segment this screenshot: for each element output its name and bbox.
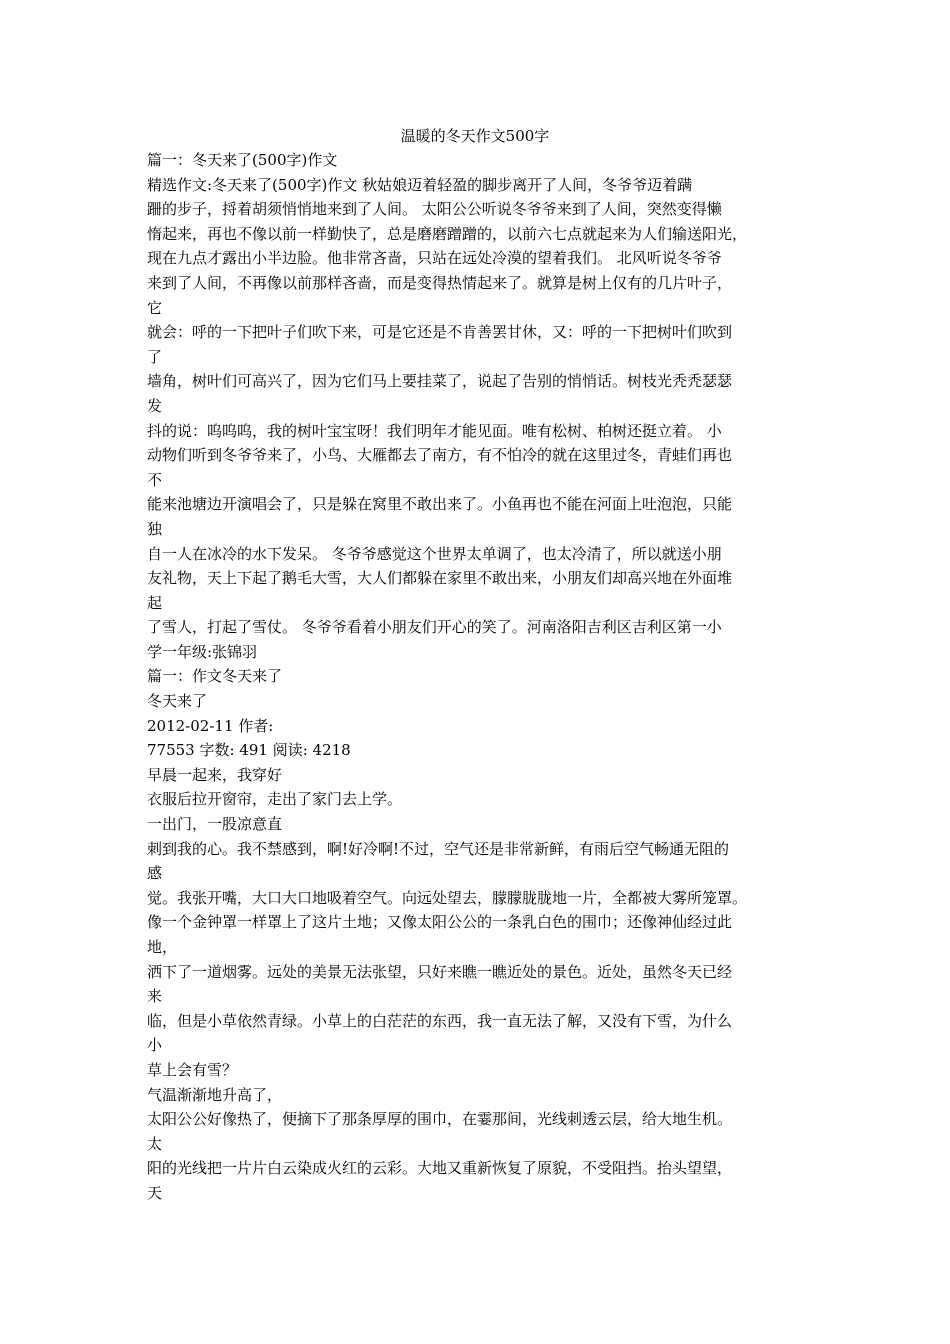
text-line: 太 xyxy=(147,1134,163,1153)
text-line: 天 xyxy=(147,1183,163,1202)
text-line: 能来池塘边开演唱会了，只是躲在窝里不敢出来了。小鱼再也不能在河面上吐泡泡，只能 xyxy=(147,495,733,514)
text-line: 地， xyxy=(147,938,178,956)
text-line: 跚的步子，捋着胡须悄悄地来到了人间。 太阳公公听说冬爷爷来到了人间，突然变得懒 xyxy=(147,200,722,219)
text-line: 现在九点才露出小半边脸。他非常吝啬，只站在远处冷漠的望着我们。 北风听说冬爷爷 xyxy=(147,249,722,268)
text-line: 像一个金钟罩一样罩上了这片土地；又像太阳公公的一条乳白色的围巾；还像神仙经过此 xyxy=(147,913,733,932)
text-line: 篇一：冬天来了(500字)作文 xyxy=(147,151,338,169)
text-line: 学一年级:张锦羽 xyxy=(147,642,258,661)
text-line: 就会：呼的一下把叶子们吹下来，可是它还是不肯善罢甘休，又：呼的一下把树叶们吹到 xyxy=(147,323,733,342)
text-line: 独 xyxy=(147,519,163,538)
text-line: 感 xyxy=(147,864,163,883)
text-line: 了雪人，打起了雪仗。 冬爷爷看着小朋友们开心的笑了。河南洛阳吉利区吉利区第一小 xyxy=(147,618,722,637)
document-body xyxy=(147,148,817,1206)
text-line: 来 xyxy=(147,987,163,1006)
text-line: 友礼物，天上下起了鹅毛大雪，大人们都躲在家里不敢出来，小朋友们却高兴地在外面堆 xyxy=(147,569,733,588)
text-line: 精选作文:冬天来了(500字)作文 秋姑娘迈着轻盈的脚步离开了人间，冬爷爷迈着蹒 xyxy=(147,175,693,194)
document-title: 温暖的冬天作文500字 xyxy=(400,127,550,145)
text-line: 发 xyxy=(147,396,163,415)
text-line: 临，但是小草依然青绿。小草上的白茫茫的东西，我一直无法了解，又没有下雪，为什么 xyxy=(147,1011,733,1030)
text-line: 动物们听到冬爷爷来了，小鸟、大雁都去了南方，有不怕冷的就在这里过冬，青蛙们再也 xyxy=(147,446,733,465)
text-line: 77553 字数: 491 阅读: 4218 xyxy=(147,741,351,760)
text-line: 草上会有雪？ xyxy=(147,1060,238,1079)
text-line: 惰起来，再也不像以前一样勤快了，总是磨磨蹭蹭的，以前六七点就起来为人们输送阳光， xyxy=(147,224,748,243)
text-line: 2012-02-11 作者: xyxy=(147,716,274,735)
text-line: 不 xyxy=(147,470,163,489)
text-line: 一出门，一股凉意直 xyxy=(147,815,283,834)
text-line: 洒下了一道烟雾。远处的美景无法张望，只好来瞧一瞧近处的景色。近处，虽然冬天已经 xyxy=(147,962,733,981)
text-line: 来到了人间，不再像以前那样吝啬，而是变得热情起来了。就算是树上仅有的几片叶子， xyxy=(147,273,733,292)
text-line: 墙角，树叶们可高兴了，因为它们马上要挂菜了，说起了告别的悄悄话。树枝光秃秃瑟瑟 xyxy=(147,372,733,391)
text-line: 起 xyxy=(147,593,163,612)
text-line: 冬天来了 xyxy=(147,692,208,711)
text-line: 气温渐渐地升高了， xyxy=(147,1085,283,1104)
text-line: 篇一：作文冬天来了 xyxy=(147,667,283,686)
text-line: 阳的光线把一片片白云染成火红的云彩。大地又重新恢复了原貌，不受阻挡。抬头望望， xyxy=(147,1159,733,1178)
text-line: 太阳公公好像热了，便摘下了那条厚厚的围巾，在霎那间，光线刺透云层，给大地生机。 xyxy=(147,1110,733,1129)
text-line: 衣服后拉开窗帘，走出了家门去上学。 xyxy=(147,790,403,809)
text-line: 它 xyxy=(147,298,163,317)
text-line: 刺到我的心。我不禁感到，啊!好冷啊!不过，空气还是非常新鲜，有雨后空气畅通无阻的 xyxy=(147,839,730,858)
text-line: 觉。我张开嘴，大口大口地吸着空气。向远处望去，朦朦胧胧地一片，全都被大雾所笼罩。 xyxy=(147,888,748,907)
text-line: 早晨一起来，我穿好 xyxy=(147,765,283,784)
text-line: 了 xyxy=(147,347,163,366)
text-line: 小 xyxy=(147,1036,163,1055)
text-line: 抖的说：呜呜呜，我的树叶宝宝呀！我们明年才能见面。唯有松树、柏树还挺立着。 小 xyxy=(147,421,722,440)
text-line: 自一人在冰冷的水下发呆。 冬爷爷感觉这个世界太单调了，也太冷清了，所以就送小朋 xyxy=(147,544,722,563)
